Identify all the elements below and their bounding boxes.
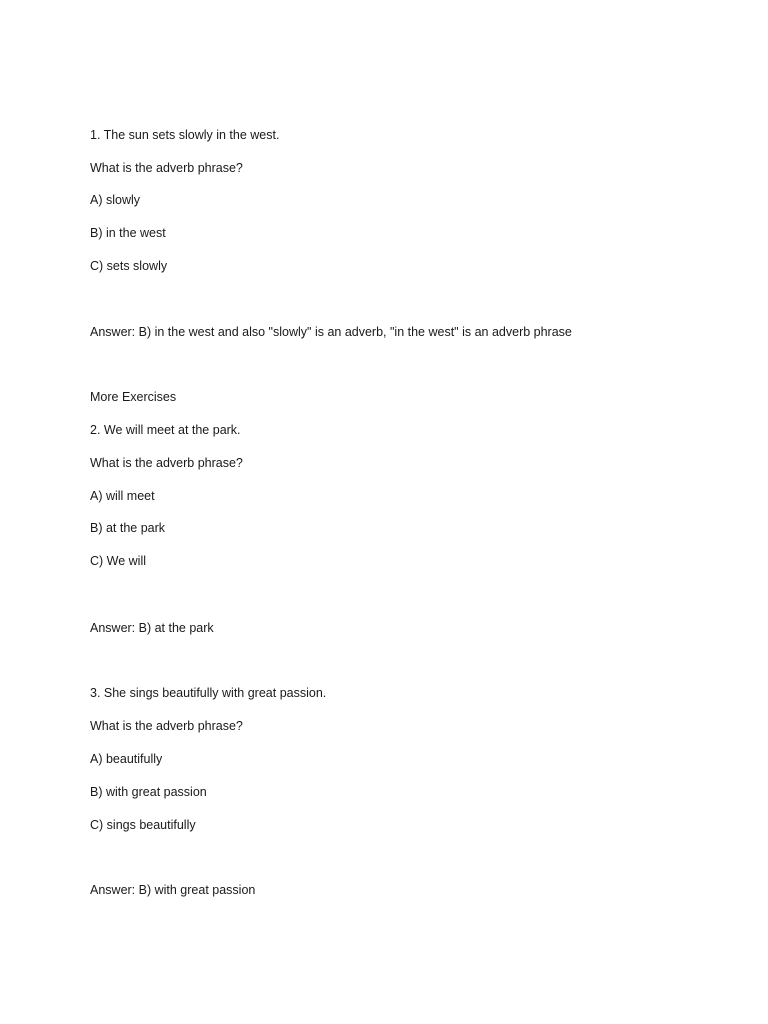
exercise-1-question: 1. The sun sets slowly in the west.	[90, 128, 280, 142]
exercise-1-option-a: A) slowly	[90, 193, 141, 207]
exercise-3-question: 3. She sings beautifully with great passion.	[90, 686, 327, 700]
exercise-2-question: 2. We will meet at the park.	[90, 423, 241, 437]
exercise-3-answer: Answer: B) with great passion	[90, 883, 256, 897]
exercise-1-option-b: B) in the west	[90, 226, 166, 240]
exercise-3-option-b: B) with great passion	[90, 785, 207, 799]
exercise-2-option-a: A) will meet	[90, 489, 155, 503]
more-exercises-heading: More Exercises	[90, 390, 177, 404]
exercise-3-option-c: C) sings beautifully	[90, 818, 196, 832]
exercise-1-option-c: C) sets slowly	[90, 259, 168, 273]
exercise-2-answer: Answer: B) at the park	[90, 621, 214, 635]
exercise-3-option-a: A) beautifully	[90, 752, 163, 766]
exercise-2-option-b: B) at the park	[90, 521, 166, 535]
exercise-3-prompt: What is the adverb phrase?	[90, 719, 243, 733]
exercise-1-answer: Answer: B) in the west and also "slowly" is an adverb, "in the west" is an adverb phrase	[90, 325, 572, 339]
exercise-1-prompt: What is the adverb phrase?	[90, 161, 243, 175]
exercise-2-prompt: What is the adverb phrase?	[90, 456, 243, 470]
exercise-2-option-c: C) We will	[90, 554, 147, 568]
